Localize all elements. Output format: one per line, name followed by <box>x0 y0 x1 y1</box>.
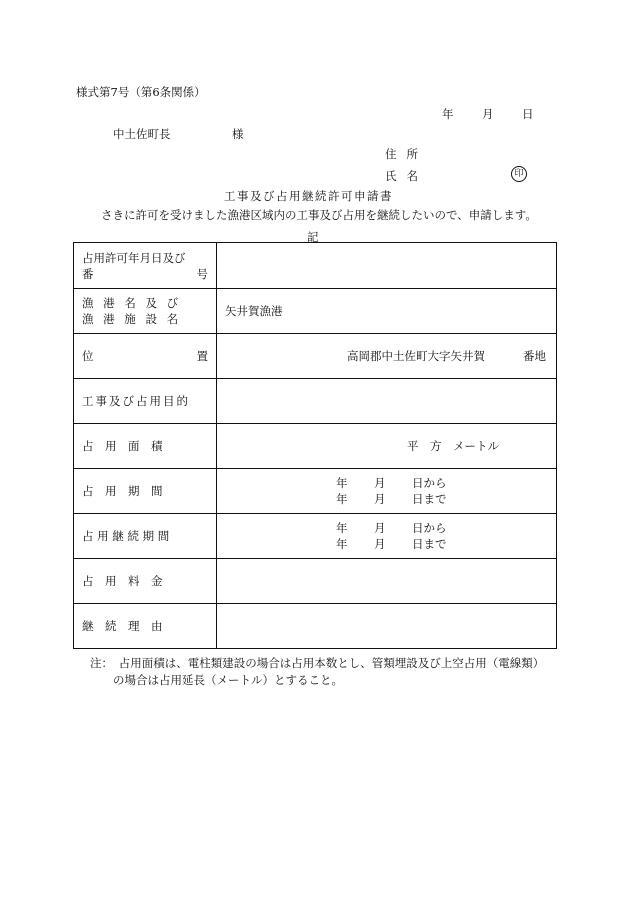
address-label: 住所 <box>385 147 428 161</box>
value-fee[interactable] <box>217 559 557 604</box>
period-to-month: 月 <box>374 492 386 506</box>
cont-to-year: 年 <box>336 537 348 551</box>
label-permit-date <box>74 243 217 289</box>
cont-to-month: 月 <box>374 537 386 551</box>
row-location <box>74 334 557 379</box>
label-area: 占 用 面 積 <box>74 424 217 469</box>
label-fee: 占 用 料 金 <box>74 559 217 604</box>
date-day: 日 <box>522 107 534 121</box>
application-table <box>73 242 557 649</box>
row-period <box>74 469 557 514</box>
label-permit-date-line1: 占用許可年月日及び <box>82 250 186 265</box>
label-period: 占 用 期 間 <box>74 469 217 514</box>
banchi-text: 番地 <box>523 349 546 363</box>
value-permit-date[interactable] <box>217 243 557 289</box>
note-line2: の場合は占用延長（メートル）とすること。 <box>113 673 343 687</box>
value-reason[interactable] <box>217 604 557 649</box>
period-from-year: 年 <box>336 476 348 490</box>
honorific: 様 <box>232 127 244 141</box>
date-month: 月 <box>482 107 494 121</box>
value-port[interactable]: 矢井賀漁港 <box>217 289 557 334</box>
row-fee <box>74 559 557 604</box>
label-continuation: 占 用 継 続 期 間 <box>74 514 217 559</box>
label-permit-date-ban: 番 <box>82 266 94 281</box>
value-location[interactable] <box>217 334 557 379</box>
label-location-left: 位 <box>82 349 94 363</box>
row-area <box>74 424 557 469</box>
label-port <box>74 289 217 334</box>
cont-from: 日から <box>412 521 447 535</box>
label-location-right: 置 <box>196 349 208 363</box>
value-period[interactable] <box>217 469 557 514</box>
form-number: 様式第7号（第6条関係） <box>76 85 206 99</box>
row-continuation <box>74 514 557 559</box>
row-reason <box>74 604 557 649</box>
period-to-year: 年 <box>336 492 348 506</box>
row-purpose <box>74 379 557 424</box>
period-from: 日から <box>412 476 447 490</box>
seal-mark: 印 <box>511 166 527 182</box>
intro-text: さきに許可を受けました漁港区域内の工事及び占用を継続したいので、申請します。 <box>101 208 537 222</box>
addressee: 中土佐町長 <box>113 127 171 141</box>
value-continuation[interactable] <box>217 514 557 559</box>
label-port-line2: 漁 港 施 設 名 <box>82 312 182 326</box>
period-to: 日まで <box>412 492 447 506</box>
value-area[interactable]: 平 方 メートル <box>217 424 557 469</box>
date-line <box>442 106 534 122</box>
note-line1: 注： 占用面積は、電柱類建設の場合は占用本数とし、管類埋設及び上空占用（電線類） <box>90 656 545 670</box>
label-location <box>74 334 217 379</box>
name-label: 氏名 <box>385 169 428 183</box>
label-reason: 継 続 理 由 <box>74 604 217 649</box>
label-permit-date-go: 号 <box>196 266 208 281</box>
row-port <box>74 289 557 334</box>
period-from-month: 月 <box>374 476 386 490</box>
cont-from-year: 年 <box>336 521 348 535</box>
location-text: 高岡郡中土佐町大字矢井賀 <box>347 349 485 363</box>
value-purpose[interactable] <box>217 379 557 424</box>
label-purpose: 工事及び占用目的 <box>74 379 217 424</box>
document-title: 工事及び占用継続許可申請書 <box>224 189 393 203</box>
cont-to: 日まで <box>412 537 447 551</box>
cont-from-month: 月 <box>374 521 386 535</box>
row-permit-date <box>74 243 557 289</box>
ki-heading: 記 <box>307 230 319 244</box>
date-year: 年 <box>442 107 454 121</box>
label-port-line1: 漁 港 名 及 び <box>82 296 182 310</box>
